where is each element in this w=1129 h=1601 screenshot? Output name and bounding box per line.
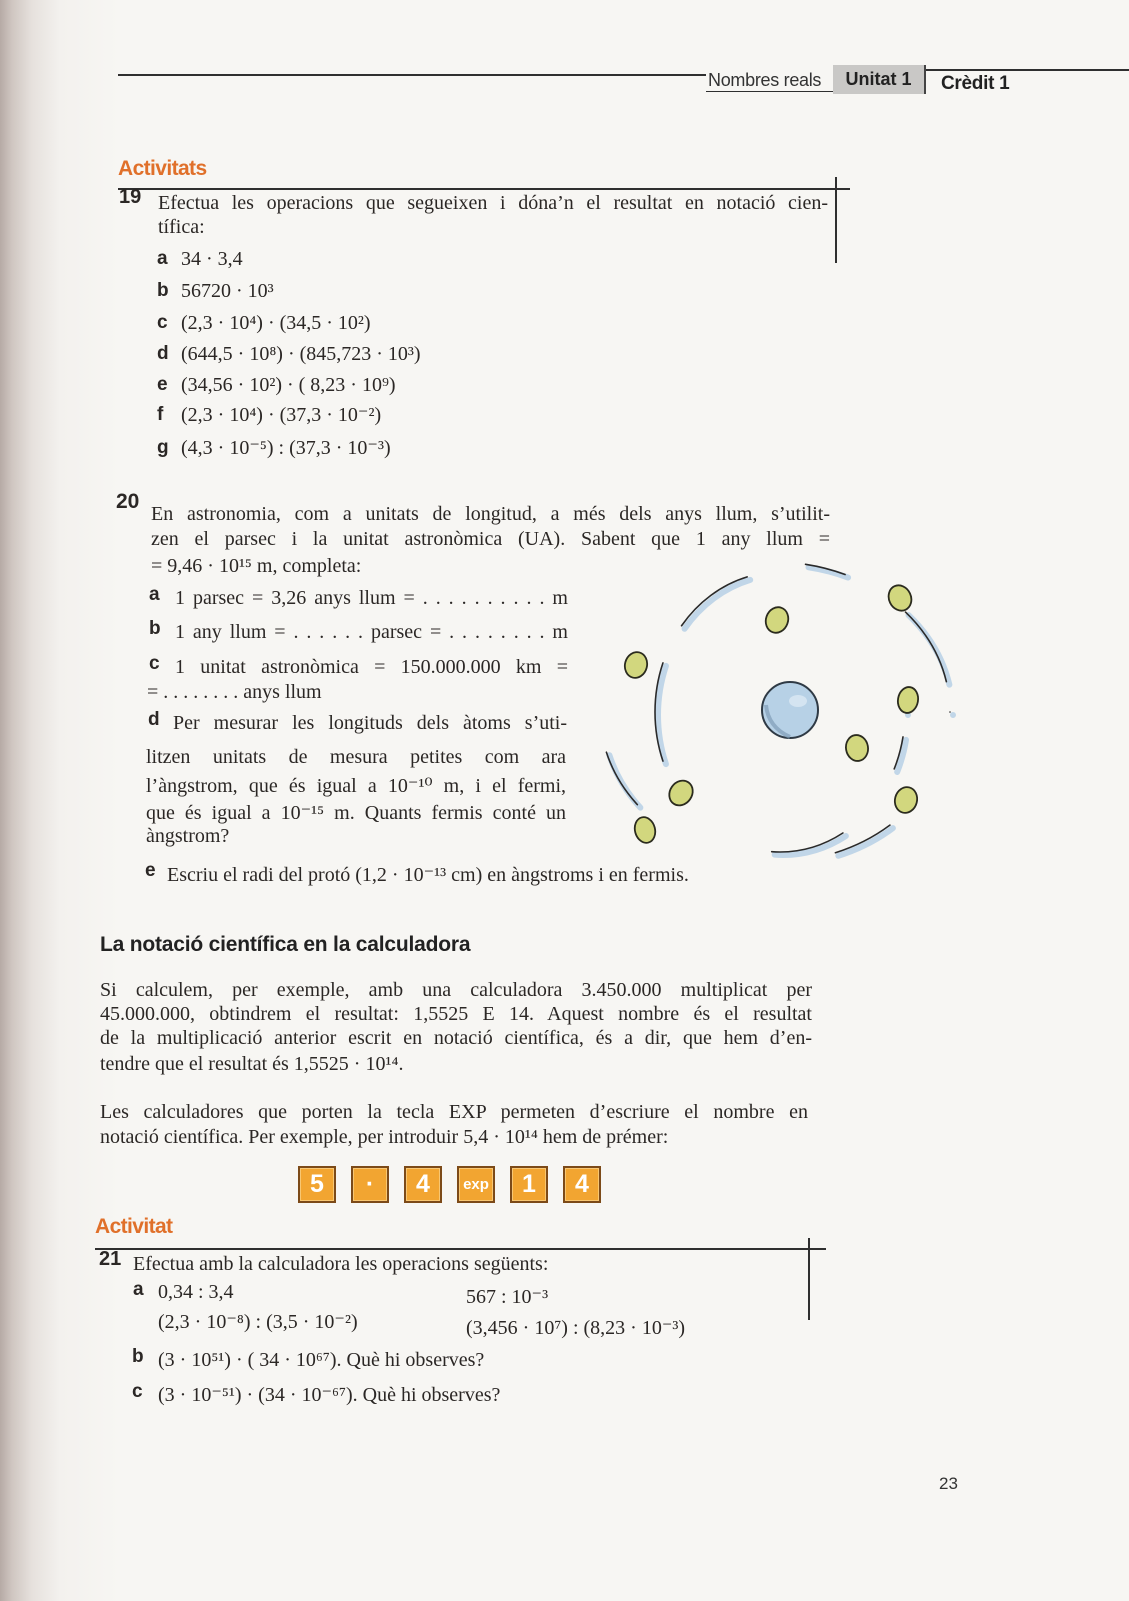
electron bbox=[892, 785, 920, 816]
q19-text-line: tífica: bbox=[158, 216, 205, 238]
q19-item-letter: c bbox=[157, 312, 168, 333]
q19-item-expression: (4,3 · 10⁻⁵) : (37,3 · 10⁻³) bbox=[181, 437, 391, 459]
header-rule-right bbox=[926, 69, 1129, 71]
activity-rule bbox=[95, 1248, 826, 1250]
electron bbox=[844, 733, 870, 762]
q19-item-letter: f bbox=[157, 404, 164, 425]
q21-item-expression: (3 · 10⁻⁵¹) · (34 · 10⁻⁶⁷). Què hi observes? bbox=[158, 1384, 501, 1406]
paragraph-line: notació científica. Per exemple, per introduir 5,4 · 10¹⁴ hem de prémer: bbox=[100, 1126, 669, 1148]
q20-item-text: Per mesurar les longituds dels àtoms s’uti- bbox=[173, 712, 567, 734]
calculator-key: · bbox=[351, 1166, 389, 1203]
q19-item-expression: 56720 · 10³ bbox=[181, 280, 274, 302]
q20-item-letter: b bbox=[149, 618, 161, 639]
q19-item-letter: e bbox=[157, 374, 168, 395]
paragraph-line: Si calculem, per exemple, amb una calculadora 3.450.000 multiplicat per bbox=[100, 979, 812, 1001]
q19-item-expression: (2,3 · 10⁴) · (34,5 · 10²) bbox=[181, 312, 371, 334]
q20-text-line: En astronomia, com a unitats de longitud, a més dels anys llum, s’utilit- bbox=[151, 503, 830, 525]
electron bbox=[896, 685, 920, 714]
calculator-key-sequence bbox=[298, 1166, 601, 1203]
q21-prompt: Efectua amb la calculadora les operacions següents: bbox=[133, 1253, 549, 1275]
q19-text-line: Efectua les operacions que segueixen i dóna’n el resultat en notació cien- bbox=[158, 192, 828, 214]
q20-text-line: = 9,46 · 10¹⁵ m, completa: bbox=[151, 555, 362, 577]
q19-item-expression: (34,56 · 10²) · ( 8,23 · 10⁹) bbox=[181, 374, 396, 396]
q20-text-line: zen el parsec i la unitat astronòmica (UA). Sabent que 1 any llum = bbox=[151, 528, 830, 550]
q20-item-letter: e bbox=[145, 860, 156, 881]
calculator-key: 5 bbox=[298, 1166, 336, 1203]
activity-rule-vertical bbox=[808, 1238, 810, 1320]
q20-item-text: l’àngstrom, que és igual a 10⁻¹⁰ m, i el fermi, bbox=[146, 775, 566, 797]
q21-item-expression: (3 · 10⁵¹) · ( 34 · 10⁶⁷). Què hi observes? bbox=[158, 1349, 485, 1371]
q19-item-expression: (2,3 · 10⁴) · (37,3 · 10⁻²) bbox=[181, 404, 382, 426]
q20-item-text: 1 parsec = 3,26 anys llum = . . . . . . . . . . m bbox=[175, 587, 568, 609]
calculator-key-exp: exp bbox=[457, 1166, 495, 1203]
header-section-title: Nombres reals bbox=[708, 70, 822, 90]
header-credit: Crèdit 1 bbox=[941, 73, 1010, 94]
q21-item-expression: (3,456 · 10⁷) : (8,23 · 10⁻³) bbox=[466, 1317, 686, 1339]
electron bbox=[885, 582, 916, 615]
calculator-key: 4 bbox=[404, 1166, 442, 1203]
activity-title: Activitat bbox=[95, 1215, 173, 1238]
header-unit-badge: Unitat 1 bbox=[833, 65, 926, 94]
activities-rule bbox=[118, 188, 850, 190]
q19-item-letter: b bbox=[157, 280, 169, 301]
q21-item-expression: 567 : 10⁻³ bbox=[466, 1286, 549, 1308]
q19-item-letter: a bbox=[157, 248, 168, 269]
q19-item-expression: 34 · 3,4 bbox=[181, 248, 243, 270]
paragraph-line: Les calculadores que porten la tecla EXP permeten d’escriure el nombre en bbox=[100, 1101, 808, 1123]
q19-item-expression: (644,5 · 10⁸) · (845,723 · 10³) bbox=[181, 343, 421, 365]
q21-item-letter: a bbox=[133, 1279, 144, 1300]
q21-item-letter: c bbox=[132, 1381, 143, 1402]
page-number: 23 bbox=[939, 1474, 958, 1493]
question-number-21: 21 bbox=[99, 1248, 122, 1270]
q20-item-text: que és igual a 10⁻¹⁵ m. Quants fermis conté un bbox=[146, 802, 566, 824]
calculator-key: 4 bbox=[563, 1166, 601, 1203]
q20-item-text: àngstrom? bbox=[146, 825, 230, 847]
q21-item-letter: b bbox=[132, 1346, 144, 1367]
q20-item-text: Escriu el radi del protó (1,2 · 10⁻¹³ cm) en àngstroms i en fermis. bbox=[167, 864, 689, 886]
question-number-19: 19 bbox=[119, 186, 142, 208]
section-heading: La notació científica en la calculadora bbox=[100, 933, 471, 956]
electron bbox=[632, 815, 658, 845]
q20-item-letter: d bbox=[148, 709, 160, 730]
q20-item-text: = . . . . . . . . anys llum bbox=[147, 681, 322, 703]
calculator-key: 1 bbox=[510, 1166, 548, 1203]
q20-item-text: 1 any llum = . . . . . . parsec = . . . . . . . . m bbox=[175, 621, 568, 643]
nucleus bbox=[762, 682, 818, 738]
q20-item-letter: c bbox=[149, 653, 160, 674]
q19-item-letter: d bbox=[157, 343, 169, 364]
q19-item-letter: g bbox=[157, 437, 169, 458]
activities-title: Activitats bbox=[118, 157, 207, 180]
q21-item-expression: 0,34 : 3,4 bbox=[158, 1281, 234, 1303]
header-rule-left bbox=[118, 74, 706, 76]
paragraph-line: 45.000.000, obtindrem el resultat: 1,5525 E 14. Aquest nombre és el resultat bbox=[100, 1003, 812, 1025]
atom-illustration bbox=[590, 555, 960, 875]
activities-rule-vertical bbox=[835, 177, 837, 263]
electron bbox=[665, 776, 698, 810]
q20-item-text: litzen unitats de mesura petites com ara bbox=[146, 746, 566, 768]
q21-item-expression: (2,3 · 10⁻⁸) : (3,5 · 10⁻²) bbox=[158, 1311, 358, 1333]
question-number-20: 20 bbox=[116, 490, 140, 513]
paragraph-line: de la multiplicació anterior escrit en notació científica, és a dir, que hem d’en- bbox=[100, 1027, 812, 1049]
electron bbox=[762, 604, 792, 636]
q20-item-letter: a bbox=[149, 584, 160, 605]
paragraph-line: tendre que el resultat és 1,5525 · 10¹⁴. bbox=[100, 1053, 404, 1075]
q20-item-text: 1 unitat astronòmica = 150.000.000 km = bbox=[175, 656, 568, 678]
header-section-underline bbox=[706, 91, 833, 92]
electron bbox=[622, 650, 650, 681]
